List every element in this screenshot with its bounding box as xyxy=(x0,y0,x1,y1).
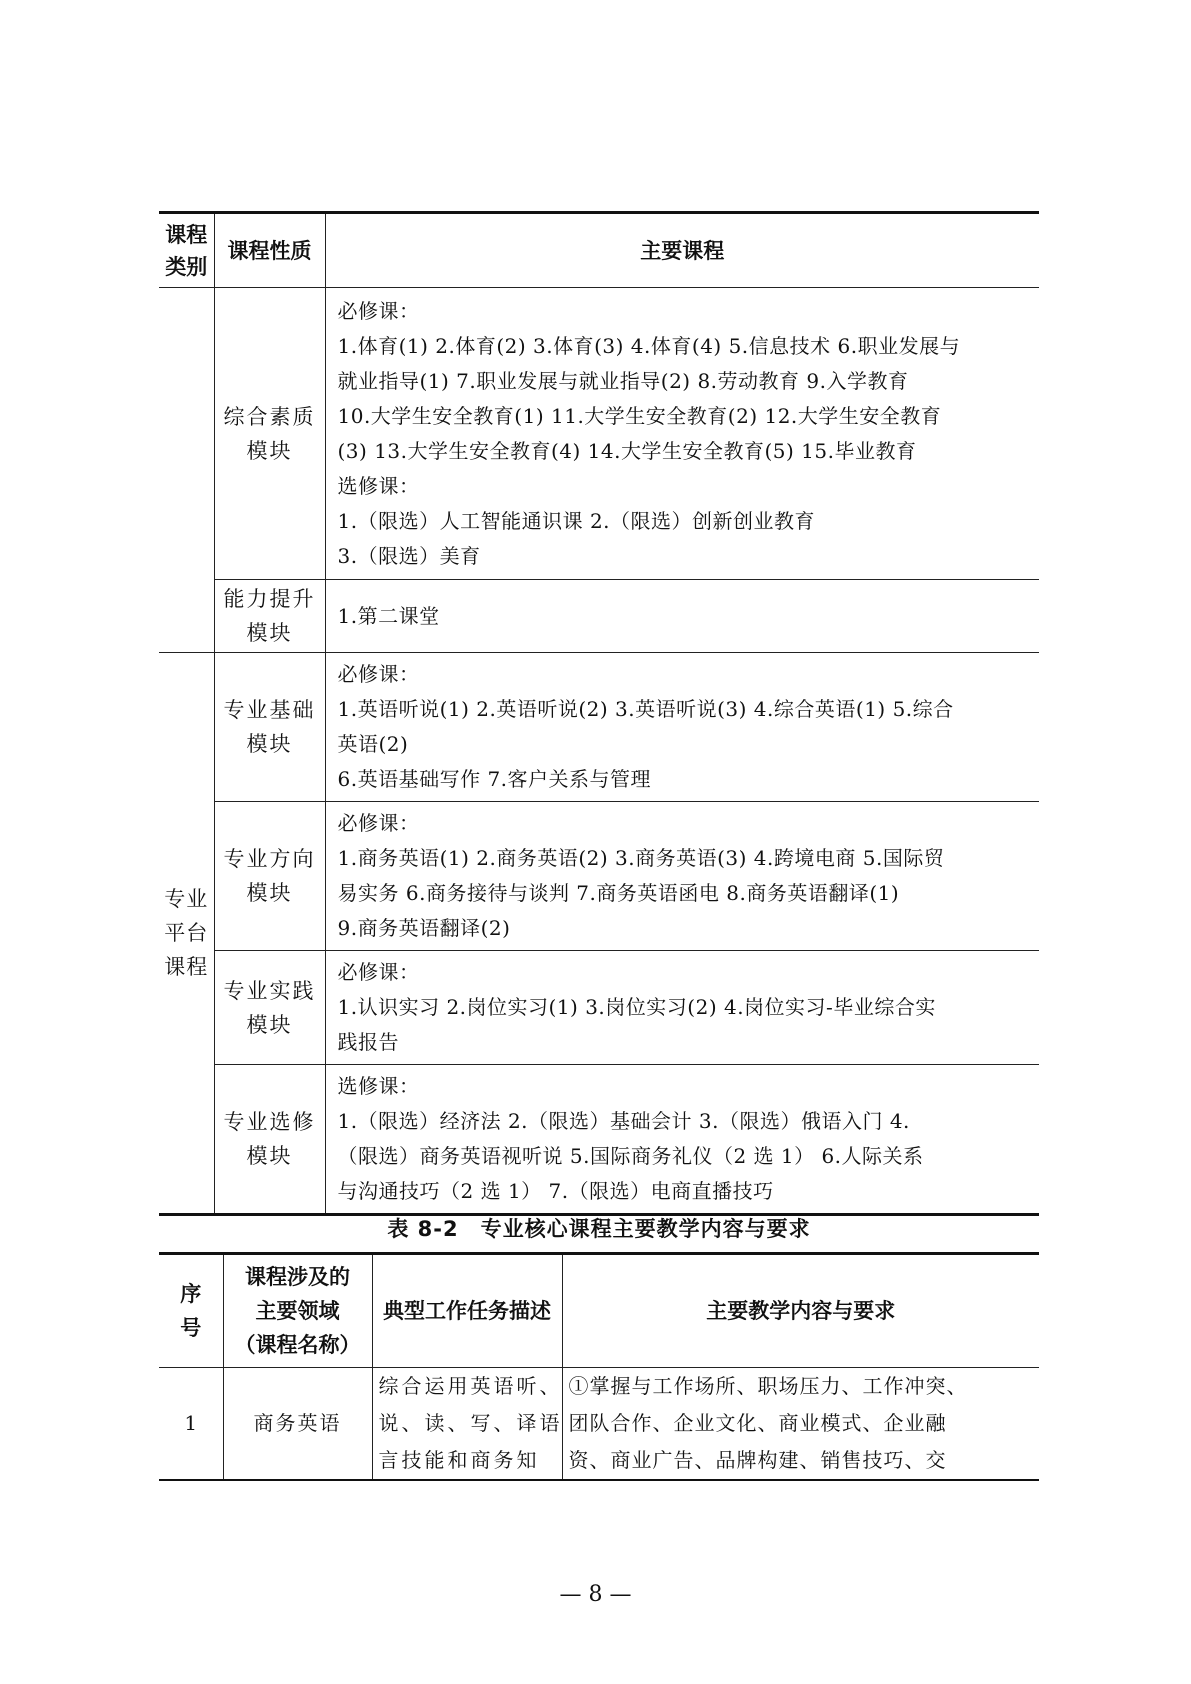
main-courses-cell xyxy=(325,802,1039,951)
content-line: ①掌握与工作场所、职场压力、工作冲突、 xyxy=(568,1374,968,1398)
course-line: 1.第二课堂 xyxy=(337,603,440,628)
course-line: 就业指导(1) 7.职业发展与就业指导(2) 8.劳动教育 9.入学教育 xyxy=(337,368,909,393)
course-line: 6.英语基础写作 7.客户关系与管理 xyxy=(337,767,652,791)
course-line: 选修课： xyxy=(337,1074,420,1098)
table-row xyxy=(159,951,1039,1065)
header-category: 课程 类别 xyxy=(159,213,214,288)
course-line: 必修课： xyxy=(337,662,420,686)
course-line: 必修课： xyxy=(337,960,420,984)
main-courses-cell xyxy=(325,580,1039,653)
nature-cell: 专业基础 模块 xyxy=(214,653,325,802)
nature-cell: 专业选修 模块 xyxy=(214,1065,325,1215)
header-nature: 课程性质 xyxy=(214,213,325,288)
course-line: 选修课： xyxy=(337,473,420,498)
main-courses-cell xyxy=(325,951,1039,1065)
course-line: 英语(2) xyxy=(337,732,409,756)
table-row xyxy=(159,580,1039,653)
table-row xyxy=(159,653,1039,802)
task-line: 说、读、写、译语 xyxy=(378,1411,563,1435)
header-area: 课程涉及的 主要领域 （课程名称） xyxy=(223,1254,372,1368)
area-cell: 商务英语 xyxy=(223,1368,372,1481)
main-courses-cell xyxy=(325,288,1039,580)
category-cell: 专业 平台 课程 xyxy=(159,653,214,1215)
table-row xyxy=(159,802,1039,951)
course-line: 1.商务英语(1) 2.商务英语(2) 3.商务英语(3) 4.跨境电商 5.国际贸 xyxy=(337,846,945,870)
task-cell xyxy=(372,1368,562,1481)
header-seq: 序 号 xyxy=(159,1254,223,1368)
nature-cell: 能力提升 模块 xyxy=(214,580,325,653)
category-cell xyxy=(159,288,214,653)
course-line: 必修课： xyxy=(337,298,420,323)
curriculum-table xyxy=(159,211,1039,1216)
course-line: 践报告 xyxy=(337,1030,399,1054)
course-line: 1.体育(1) 2.体育(2) 3.体育(3) 4.体育(4) 5.信息技术 6.职业发展与 xyxy=(337,333,961,358)
course-line: 10.大学生安全教育(1) 11.大学生安全教育(2) 12.大学生安全教育 xyxy=(337,403,942,428)
course-line: 3.（限选）美育 xyxy=(337,543,481,568)
course-line: 1.（限选）经济法 2.（限选）基础会计 3.（限选）俄语入门 4. xyxy=(337,1109,910,1133)
seq-cell: 1 xyxy=(159,1368,223,1481)
nature-cell: 专业实践 模块 xyxy=(214,951,325,1065)
course-line: 1.（限选）人工智能通识课 2.（限选）创新创业教育 xyxy=(337,508,816,533)
header-content: 主要教学内容与要求 xyxy=(562,1254,1039,1368)
content-line: 团队合作、企业文化、商业模式、企业融 xyxy=(568,1411,947,1435)
table-row xyxy=(159,1368,1039,1481)
task-line: 言技能和商务知 xyxy=(378,1448,540,1472)
content-line: 资、商业广告、品牌构建、销售技巧、交 xyxy=(568,1448,947,1472)
table-row xyxy=(159,288,1039,580)
table-caption: 表 8-2 专业核心课程主要教学内容与要求 xyxy=(387,1217,811,1241)
course-line: (3) 13.大学生安全教育(4) 14.大学生安全教育(5) 15.毕业教育 xyxy=(337,438,917,463)
content-cell xyxy=(562,1368,1039,1481)
course-line: 9.商务英语翻译(2) xyxy=(337,916,511,940)
header-task: 典型工作任务描述 xyxy=(372,1254,562,1368)
main-courses-cell xyxy=(325,1065,1039,1215)
curriculum-table-header xyxy=(159,213,1039,288)
course-line: 易实务 6.商务接待与谈判 7.商务英语函电 8.商务英语翻译(1) xyxy=(337,881,900,905)
nature-cell: 专业方向 模块 xyxy=(214,802,325,951)
task-line: 综合运用英语听、 xyxy=(378,1374,563,1398)
course-line: 与沟通技巧（2 选 1） 7.（限选）电商直播技巧 xyxy=(337,1179,774,1203)
page-number: — 8 — xyxy=(559,1582,632,1607)
course-line: 1.英语听说(1) 2.英语听说(2) 3.英语听说(3) 4.综合英语(1) 5.综合 xyxy=(337,697,954,721)
nature-cell: 综合素质 模块 xyxy=(214,288,325,580)
core-course-table-header xyxy=(159,1254,1039,1368)
header-main-courses: 主要课程 xyxy=(325,213,1039,288)
main-courses-cell xyxy=(325,653,1039,802)
core-course-table xyxy=(159,1252,1039,1481)
course-line: （限选）商务英语视听说 5.国际商务礼仪（2 选 1） 6.人际关系 xyxy=(337,1144,924,1168)
course-line: 1.认识实习 2.岗位实习(1) 3.岗位实习(2) 4.岗位实习-毕业综合实 xyxy=(337,995,936,1019)
table-row xyxy=(159,1065,1039,1215)
course-line: 必修课： xyxy=(337,811,420,835)
